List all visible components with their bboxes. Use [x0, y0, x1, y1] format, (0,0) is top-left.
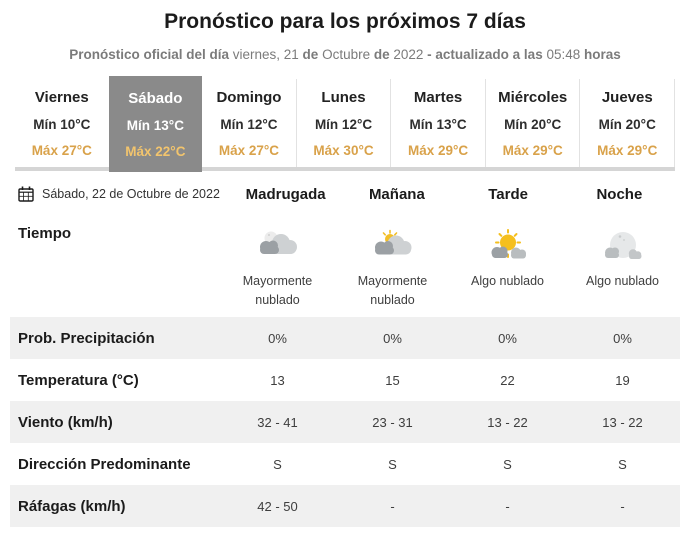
day-tab-martes[interactable]	[390, 79, 485, 167]
row-label-direccion: Dirección Predominante	[18, 455, 191, 473]
tab-max-temp: Máx 29°C	[597, 142, 658, 158]
value-cell: 0%	[268, 330, 287, 346]
weather-caption: Mayormente nublado	[357, 274, 428, 308]
subtitle-part: Pronóstico oficial del día	[69, 47, 233, 62]
value-cell: 0%	[383, 330, 402, 346]
mostly-cloudy-night-icon	[254, 229, 302, 263]
day-tab-lunes[interactable]	[296, 79, 391, 167]
subtitle-part: Octubre	[322, 47, 374, 62]
tab-day-label: Sábado	[128, 89, 183, 107]
subtitle-part: viernes, 21	[232, 47, 303, 62]
day-tab-jueves[interactable]	[579, 79, 675, 167]
tab-max-temp: Máx 29°C	[502, 142, 563, 158]
value-cell: S	[618, 456, 627, 472]
forecast-subtitle	[0, 47, 690, 62]
value-cell: S	[388, 456, 397, 472]
subtitle-part: 05:48	[546, 47, 584, 62]
row-label-tiempo: Tiempo	[18, 225, 72, 242]
subtitle-part: horas	[584, 47, 621, 62]
row-label-temperatura: Temperatura (°C)	[18, 371, 139, 389]
table-row-direccion	[10, 443, 680, 485]
page-title: Pronóstico para los próximos 7 días	[164, 10, 526, 33]
subtitle-part: de	[302, 47, 323, 62]
tab-day-label: Domingo	[216, 88, 282, 106]
calendar-icon	[18, 186, 34, 202]
row-label-viento: Viento (km/h)	[18, 413, 113, 431]
table-header-row	[15, 171, 675, 217]
value-cell: 13	[270, 372, 285, 388]
column-header-manana: Mañana	[368, 185, 425, 203]
subtitle-part: - actualizado a las	[427, 47, 547, 62]
weather-cell-madrugada	[220, 217, 335, 317]
value-cell: 32 - 41	[257, 414, 298, 430]
tab-day-label: Jueves	[601, 88, 653, 106]
day-tab-viernes[interactable]	[15, 79, 109, 167]
value-cell: -	[620, 498, 625, 514]
subtitle-part: 2022	[393, 47, 428, 62]
value-cell: 42 - 50	[257, 498, 298, 514]
tab-min-temp: Mín 20°C	[598, 116, 656, 132]
forecast-date: Sábado, 22 de Octubre de 2022	[42, 187, 220, 201]
weather-cell-manana	[335, 217, 450, 317]
column-header-madrugada: Madrugada	[245, 185, 326, 203]
forecast-date-cell	[15, 186, 230, 202]
weather-cell-tarde	[450, 217, 565, 317]
tab-min-temp: Mín 13°C	[409, 116, 467, 132]
value-cell: 0%	[613, 330, 632, 346]
value-cell: 13 - 22	[602, 414, 643, 430]
value-cell: 22	[500, 372, 515, 388]
column-header-noche: Noche	[596, 185, 643, 203]
day-tab-miercoles[interactable]	[485, 79, 580, 167]
day-tabs	[15, 79, 675, 167]
tab-day-label: Lunes	[321, 88, 366, 106]
table-row-precipitacion	[10, 317, 680, 359]
weather-caption: Algo nublado	[586, 274, 659, 288]
weather-cell-noche	[565, 217, 680, 317]
tab-min-temp: Mín 13°C	[126, 117, 184, 133]
value-cell: -	[505, 498, 510, 514]
table-row-temperatura	[10, 359, 680, 401]
value-cell: 15	[385, 372, 400, 388]
tab-max-temp: Máx 27°C	[31, 142, 92, 158]
value-cell: S	[273, 456, 282, 472]
row-label-precipitacion: Prob. Precipitación	[18, 329, 155, 347]
table-row-rafagas	[10, 485, 680, 527]
tab-max-temp: Máx 29°C	[408, 142, 469, 158]
value-cell: 23 - 31	[372, 414, 413, 430]
tab-max-temp: Máx 27°C	[218, 142, 280, 158]
value-cell: 0%	[498, 330, 517, 346]
tab-min-temp: Mín 12°C	[220, 116, 278, 132]
tiempo-row	[10, 217, 680, 317]
mostly-cloudy-sun-icon	[369, 229, 417, 263]
value-cell: -	[390, 498, 395, 514]
tab-min-temp: Mín 10°C	[33, 116, 91, 132]
partly-cloudy-night-icon	[599, 229, 647, 263]
tab-day-label: Martes	[413, 88, 463, 106]
value-cell: S	[503, 456, 512, 472]
tab-day-label: Miércoles	[498, 88, 568, 106]
value-cell: 19	[615, 372, 630, 388]
subtitle-part: de	[373, 47, 394, 62]
row-label-rafagas: Ráfagas (km/h)	[18, 497, 126, 515]
tab-max-temp: Máx 30°C	[313, 142, 374, 158]
table-row-viento	[10, 401, 680, 443]
weather-caption: Mayormente nublado	[242, 274, 313, 308]
tab-min-temp: Mín 20°C	[504, 116, 562, 132]
tab-day-label: Viernes	[34, 88, 89, 106]
weather-caption: Algo nublado	[471, 274, 544, 288]
tab-min-temp: Mín 12°C	[314, 116, 373, 132]
partly-cloudy-sun-icon	[484, 229, 532, 263]
tab-max-temp: Máx 22°C	[125, 143, 186, 159]
value-cell: 13 - 22	[487, 414, 528, 430]
day-tab-domingo[interactable]	[202, 79, 296, 167]
column-header-tarde: Tarde	[488, 185, 528, 203]
day-tab-sabado-selected[interactable]	[109, 76, 203, 172]
